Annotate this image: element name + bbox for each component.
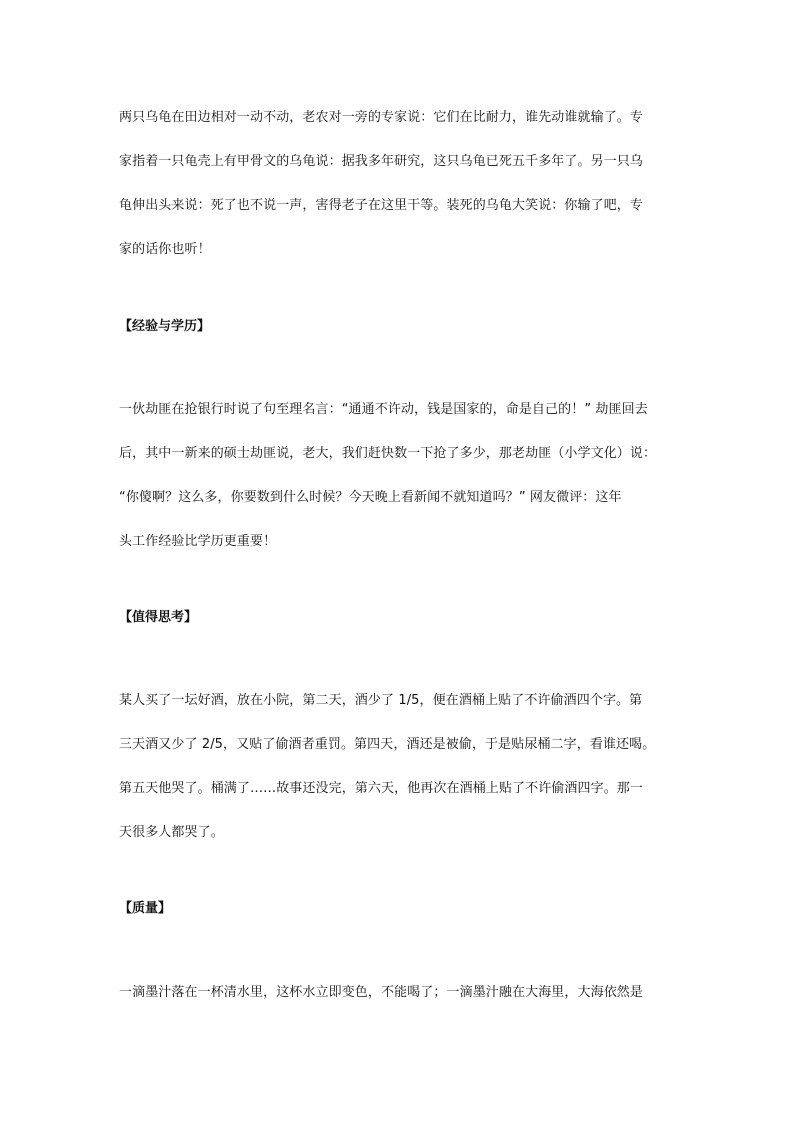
- paragraph-wine: [119, 692, 679, 868]
- paragraph-line: 家的话你也听！: [119, 242, 211, 257]
- paragraph-line: 天很多人都哭了。: [119, 825, 224, 840]
- paragraph-line: 三天酒又少了 2/5，又贴了偷酒者重罚。第四天，酒还是被偷，于是贴尿桶二字，看谁还喝。: [119, 737, 656, 752]
- paragraph-ink: [119, 984, 679, 1028]
- paragraph-line: 第五天他哭了。桶满了……故事还没完，第六天，他再次在酒桶上贴了不许偷酒四字。那一: [119, 781, 644, 796]
- paragraph-line: 龟伸出头来说：死了也不说一声，害得老子在这里干等。装死的乌龟大笑说：你输了吧，专: [119, 198, 644, 213]
- paragraph-line: 家指着一只龟壳上有甲骨文的乌龟说：据我多年研究，这只乌龟已死五千多年了。另一只乌: [119, 154, 644, 169]
- paragraph-line: 一滴墨汁落在一杯清水里，这杯水立即变色，不能喝了；一滴墨汁融在大海里，大海依然是: [119, 985, 644, 1000]
- paragraph-line: 一伙劫匪在抢银行时说了句至理名言：“通通不许动，钱是国家的，命是自己的！” 劫匪回去: [119, 402, 648, 417]
- paragraph-line: 后，其中一新来的硕士劫匪说，老大，我们赶快数一下抢了多少，那老劫匪（小学文化）说：: [119, 446, 657, 461]
- paragraph-experience: [119, 401, 679, 577]
- section-heading-thinking: 【值得思考】: [119, 610, 198, 625]
- paragraph-line: 某人买了一坛好酒，放在小院，第二天，酒少了 1/5，便在酒桶上贴了不许偷酒四个字。第: [119, 693, 643, 708]
- paragraph-turtles: [119, 109, 679, 285]
- section-heading-quality: 【质量】: [119, 901, 172, 916]
- section-heading-experience: 【经验与学历】: [119, 319, 211, 334]
- paragraph-line: 头工作经验比学历更重要！: [119, 534, 277, 549]
- paragraph-line: 两只乌龟在田边相对一动不动，老农对一旁的专家说：它们在比耐力，谁先动谁就输了。专: [119, 110, 644, 125]
- paragraph-line: “你傻啊？这么多，你要数到什么时候？今天晚上看新闻不就知道吗？” 网友微评：这年: [119, 490, 622, 505]
